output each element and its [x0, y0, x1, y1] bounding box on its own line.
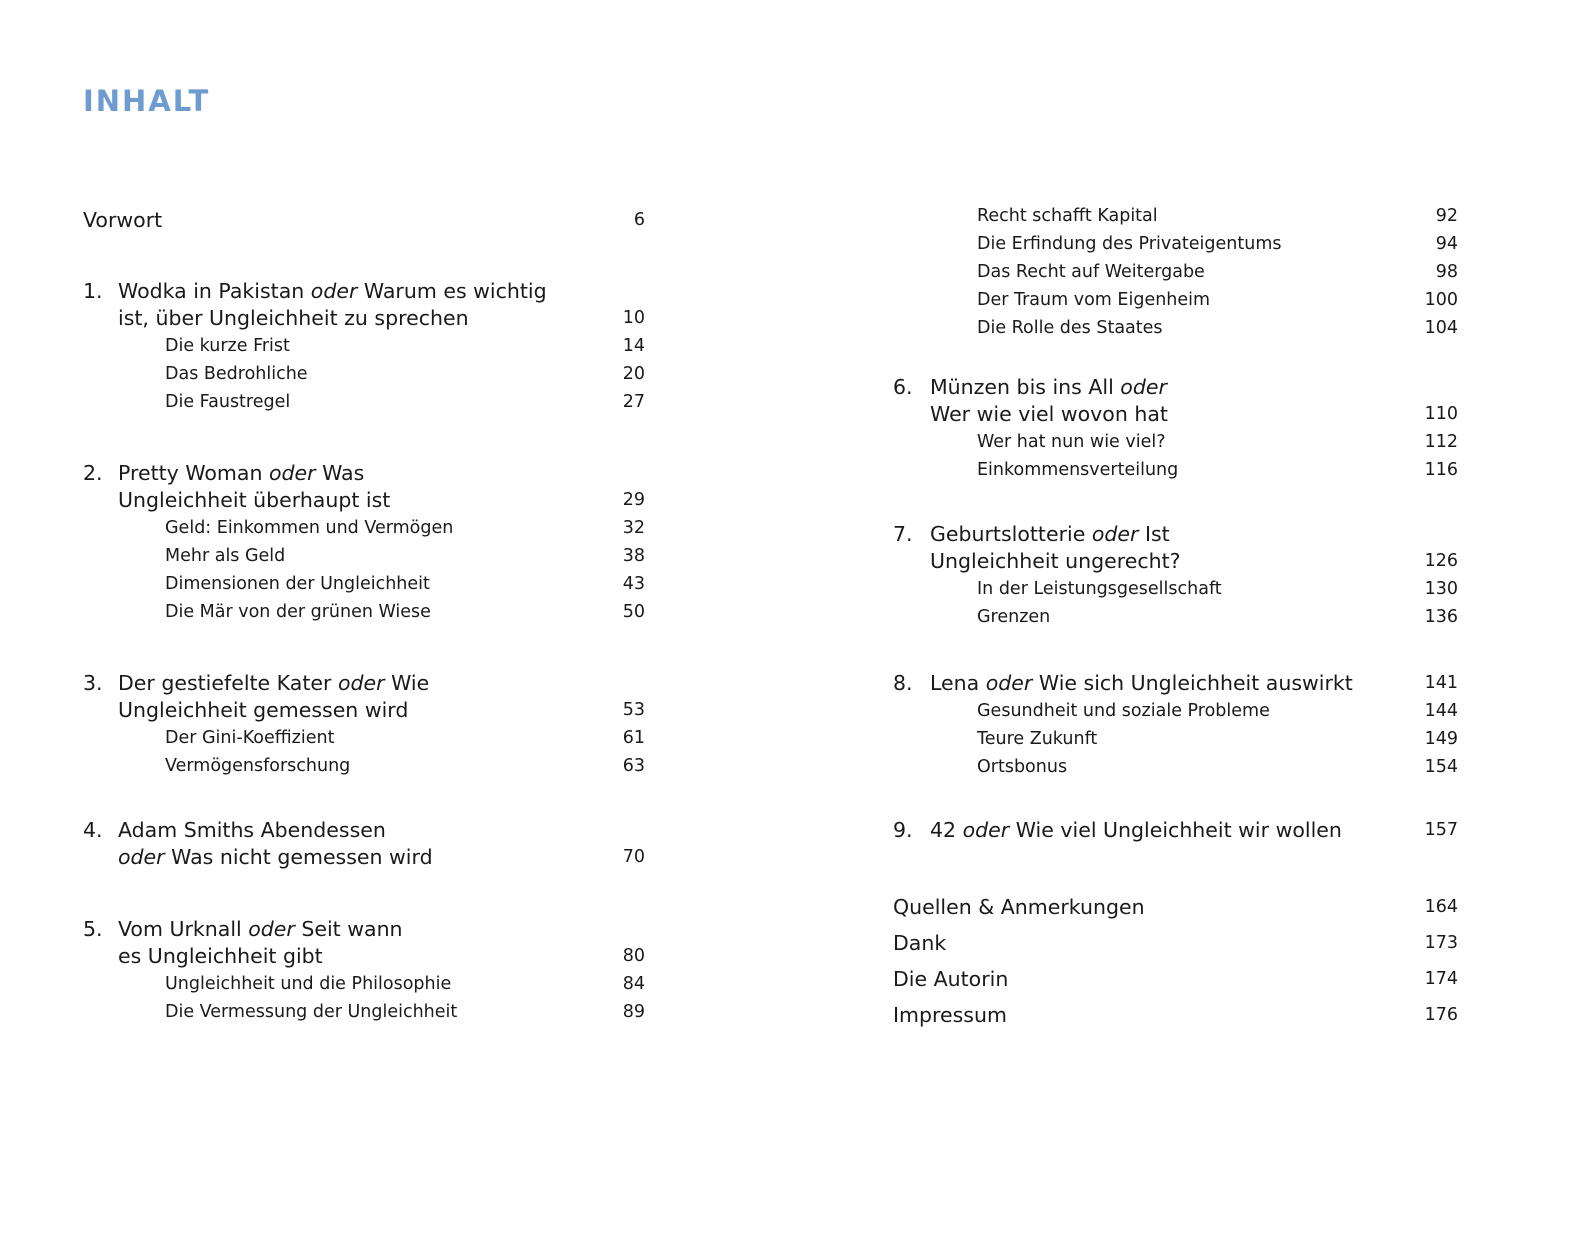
subsection-entry: Vermögensforschung: [165, 756, 351, 776]
page-number: 174: [1424, 969, 1458, 989]
page-number: 157: [1424, 820, 1458, 840]
back-matter-entry: Die Autorin: [893, 967, 1009, 991]
page-number: 149: [1424, 729, 1458, 749]
title-fragment: Adam Smiths Abendessen: [118, 818, 386, 842]
title-fragment: 42: [930, 818, 963, 842]
page-number: 104: [1424, 318, 1458, 338]
title-fragment: Ungleichheit überhaupt ist: [118, 488, 391, 512]
page-number: 141: [1424, 673, 1458, 693]
title-fragment: Warum es wichtig: [357, 279, 547, 303]
page-number: 98: [1435, 262, 1458, 282]
chapter-title-line: [118, 816, 386, 844]
page-number: 173: [1424, 933, 1458, 953]
page-title: INHALT: [83, 84, 211, 118]
subsection-entry: Teure Zukunft: [977, 729, 1098, 749]
title-fragment: Lena: [930, 671, 986, 695]
chapter-title-line: [930, 816, 1342, 844]
chapter-number: 8.: [893, 671, 913, 695]
chapter-title-line: [118, 696, 408, 724]
page-number: 38: [622, 546, 645, 566]
title-connector-oder: oder: [1120, 375, 1167, 399]
subsection-entry: Die Vermessung der Ungleichheit: [165, 1002, 458, 1022]
subsection-entry: Die Faustregel: [165, 392, 291, 412]
page-number: 126: [1424, 551, 1458, 571]
page-number: 32: [622, 518, 645, 538]
title-fragment: Ungleichheit gemessen wird: [118, 698, 409, 722]
back-matter-entry: Impressum: [893, 1003, 1007, 1027]
page-number: 110: [1424, 404, 1458, 424]
title-fragment: Wie sich Ungleichheit auswirkt: [1032, 671, 1353, 695]
page-number: 112: [1424, 432, 1458, 452]
subsection-entry: Ungleichheit und die Philosophie: [165, 974, 452, 994]
chapter-title-line: [930, 520, 1170, 548]
title-fragment: ist, über Ungleichheit zu sprechen: [118, 306, 469, 330]
title-fragment: Seit wann: [294, 917, 403, 941]
title-connector-oder: oder: [118, 845, 165, 869]
page-number: 154: [1424, 757, 1458, 777]
page-number: 94: [1435, 234, 1458, 254]
chapter-title-line: [118, 459, 364, 487]
subsection-entry: Dimensionen der Ungleichheit: [165, 574, 430, 594]
title-fragment: Vom Urknall: [118, 917, 249, 941]
title-fragment: Münzen bis ins All: [930, 375, 1121, 399]
page-number: 63: [622, 756, 645, 776]
page-number: 50: [622, 602, 645, 622]
page-number: 116: [1424, 460, 1458, 480]
subsection-entry: Das Recht auf Weitergabe: [977, 262, 1205, 282]
page-number: 6: [633, 210, 645, 230]
subsection-entry: Die Rolle des Staates: [977, 318, 1163, 338]
page-number: 89: [622, 1002, 645, 1022]
page-number: 100: [1424, 290, 1458, 310]
title-fragment: Wer wie viel wovon hat: [930, 402, 1168, 426]
chapter-number: 4.: [83, 818, 103, 842]
chapter-number: 7.: [893, 522, 913, 546]
chapter-title-line: [118, 669, 429, 697]
page-number: 92: [1435, 206, 1458, 226]
chapter-number: 2.: [83, 461, 103, 485]
title-fragment: es Ungleichheit gibt: [118, 944, 323, 968]
page-number: 29: [622, 490, 645, 510]
title-connector-oder: oder: [985, 671, 1033, 695]
title-connector-oder: oder: [962, 818, 1010, 842]
subsection-entry: Die Mär von der grünen Wiese: [165, 602, 431, 622]
subsection-entry: Recht schafft Kapital: [977, 206, 1158, 226]
page-number: 20: [622, 364, 645, 384]
chapter-number: 3.: [83, 671, 103, 695]
subsection-entry: Gesundheit und soziale Probleme: [977, 701, 1270, 721]
title-connector-oder: oder: [248, 917, 295, 941]
subsection-entry: Mehr als Geld: [165, 546, 286, 566]
page-number: 176: [1424, 1005, 1458, 1025]
subsection-entry: Der Gini-Koeffizient: [165, 728, 335, 748]
title-connector-oder: oder: [337, 671, 385, 695]
title-fragment: Wie: [384, 671, 430, 695]
subsection-entry: In der Leistungsgesellschaft: [977, 579, 1222, 599]
page-number: 80: [622, 946, 645, 966]
page-number: 144: [1424, 701, 1458, 721]
chapter-title-line: [118, 843, 433, 871]
chapter-title-line: [930, 400, 1168, 428]
chapter-number: 5.: [83, 917, 103, 941]
subsection-entry: Der Traum vom Eigenheim: [977, 290, 1211, 310]
page-number: 70: [622, 847, 645, 867]
chapter-title-line: [118, 304, 469, 332]
page-number: 53: [622, 700, 645, 720]
title-fragment: Wie viel Ungleichheit wir wollen: [1009, 818, 1342, 842]
chapter-number: 1.: [83, 279, 103, 303]
title-fragment: Pretty Woman: [118, 461, 269, 485]
page-number: 136: [1424, 607, 1458, 627]
page-number: 43: [622, 574, 645, 594]
title-fragment: Ist: [1138, 522, 1170, 546]
chapter-title-line: [930, 547, 1181, 575]
subsection-entry: Geld: Einkommen und Vermögen: [165, 518, 454, 538]
title-fragment: Was nicht gemessen wird: [164, 845, 433, 869]
page-number: 27: [622, 392, 645, 412]
chapter-number: 9.: [893, 818, 913, 842]
title-connector-oder: oder: [268, 461, 316, 485]
title-connector-oder: oder: [310, 279, 358, 303]
subsection-entry: Wer hat nun wie viel?: [977, 432, 1166, 452]
title-fragment: Der gestiefelte Kater: [118, 671, 338, 695]
chapter-title-line: [118, 277, 547, 305]
subsection-entry: Ortsbonus: [977, 757, 1068, 777]
subsection-entry: Grenzen: [977, 607, 1051, 627]
toc-entry-vorwort: Vorwort: [83, 208, 163, 232]
chapter-title-line: [118, 486, 390, 514]
title-connector-oder: oder: [1091, 522, 1139, 546]
subsection-entry: Das Bedrohliche: [165, 364, 308, 384]
page-number: 130: [1424, 579, 1458, 599]
subsection-entry: Die Erfindung des Privateigentums: [977, 234, 1282, 254]
title-fragment: Geburtslotterie: [930, 522, 1092, 546]
page-number: 84: [622, 974, 645, 994]
subsection-entry: Die kurze Frist: [165, 336, 290, 356]
title-fragment: Wodka in Pakistan: [118, 279, 311, 303]
subsection-entry: Einkommensverteilung: [977, 460, 1179, 480]
page-number: 10: [622, 308, 645, 328]
chapter-title-line: [118, 915, 403, 943]
page-number: 14: [622, 336, 645, 356]
back-matter-entry: Quellen & Anmerkungen: [893, 895, 1145, 919]
chapter-title-line: [118, 942, 323, 970]
chapter-title-line: [930, 669, 1353, 697]
title-fragment: Was: [315, 461, 365, 485]
page-number: 164: [1424, 897, 1458, 917]
back-matter-entry: Dank: [893, 931, 947, 955]
chapter-number: 6.: [893, 375, 913, 399]
page-number: 61: [622, 728, 645, 748]
chapter-title-line: [930, 373, 1167, 401]
title-fragment: Ungleichheit ungerecht?: [930, 549, 1181, 573]
